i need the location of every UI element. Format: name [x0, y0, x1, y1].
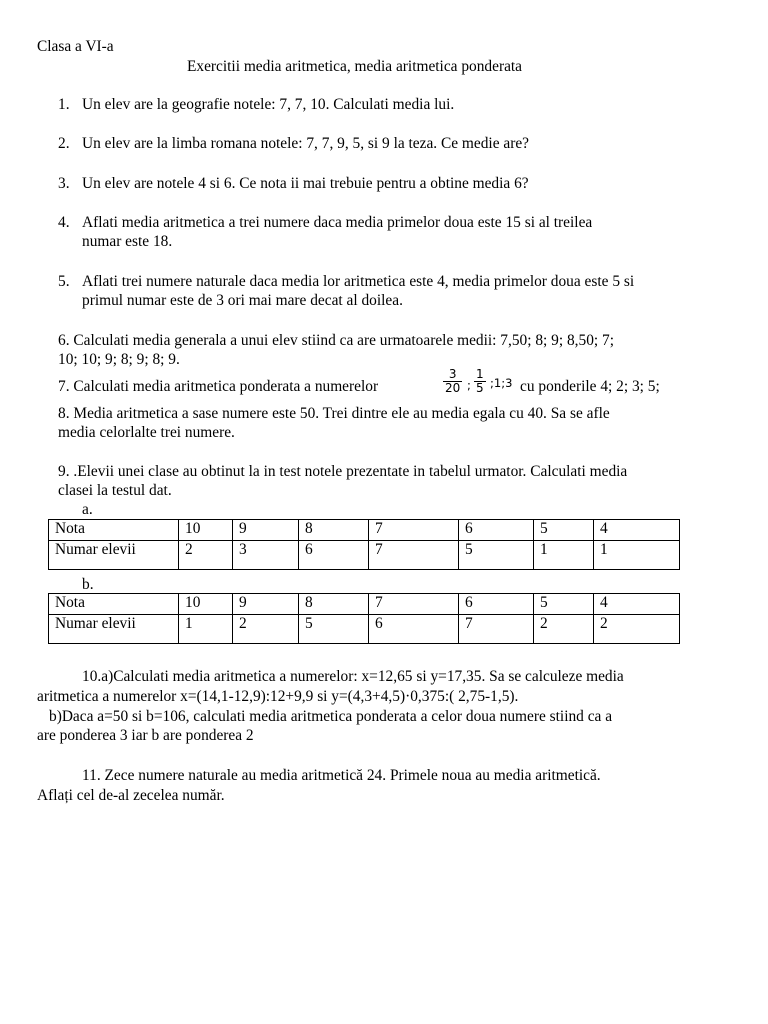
grades-table-b	[48, 593, 680, 644]
exercise-9-line1: 9. .Elevii unei clase au obtinut la in test notele prezentate in tabelul urmator. Calculati media	[58, 463, 628, 480]
table-cell: 2	[179, 541, 233, 570]
table-cell: 5	[534, 594, 594, 615]
exercise-2-text: Un elev are la limba romana notele: 7, 7, 9, 5, si 9 la teza. Ce medie are?	[82, 135, 530, 152]
table-row	[49, 615, 680, 644]
exercise-3-number: 3.	[58, 175, 70, 192]
table-cell: 1	[594, 541, 680, 570]
fraction-numerator: 3	[448, 367, 457, 381]
fraction-1-5	[474, 368, 486, 395]
grades-table-a	[48, 519, 680, 570]
table-cell: 3	[233, 541, 299, 570]
exercise-4-number: 4.	[58, 214, 70, 231]
table-cell: 4	[594, 594, 680, 615]
exercise-7-prefix: 7. Calculati media aritmetica ponderata a numerelor	[58, 378, 379, 395]
table-cell: 6	[459, 520, 534, 541]
fraction-denominator: 20	[445, 381, 461, 395]
table-cell: Nota	[49, 520, 179, 541]
fraction-3-20	[443, 368, 462, 395]
table-cell: 8	[299, 520, 369, 541]
table-cell: 5	[534, 520, 594, 541]
table-cell: 5	[459, 541, 534, 570]
table-cell: 9	[233, 594, 299, 615]
table-cell: 9	[233, 520, 299, 541]
exercise-10-line1: 10.a)Calculati media aritmetica a numerelor: x=12,65 si y=17,35. Sa se calculeze media	[82, 668, 624, 685]
exercise-1-text: Un elev are la geografie notele: 7, 7, 10. Calculati media lui.	[82, 96, 455, 113]
table-cell: 2	[534, 615, 594, 644]
exercise-10-line3: b)Daca a=50 si b=106, calculati media aritmetica ponderata a celor doua numere stiind ca a	[49, 708, 613, 725]
table-cell: 1	[179, 615, 233, 644]
table-cell: 7	[369, 594, 459, 615]
table-cell: 4	[594, 520, 680, 541]
exercise-1-number: 1.	[58, 96, 70, 113]
exercise-4-line1: Aflati media aritmetica a trei numere daca media primelor doua este 15 si al treilea	[82, 214, 593, 231]
exercise-10-line4: are ponderea 3 iar b are ponderea 2	[37, 727, 254, 744]
table-cell: 1	[534, 541, 594, 570]
table-cell: 7	[369, 541, 459, 570]
table-cell: 10	[179, 594, 233, 615]
exercise-3-text: Un elev are notele 4 si 6. Ce nota ii mai trebuie pentru a obtine media 6?	[82, 175, 529, 192]
exercise-6-line1: 6. Calculati media generala a unui elev stiind ca are urmatoarele medii: 7,50; 8; 9; 8,50; 7;	[58, 332, 615, 349]
fraction-separator: ;	[467, 378, 471, 392]
page-title: Exercitii media aritmetica, media aritmetica ponderata	[187, 58, 523, 75]
exercise-7-suffix: cu ponderile 4; 2; 3; 5;	[520, 378, 660, 395]
table-cell: 5	[299, 615, 369, 644]
exercise-7-remaining-numbers: ;1;3	[490, 376, 513, 390]
exercise-8-line2: media celorlalte trei numere.	[58, 424, 235, 441]
exercise-5-number: 5.	[58, 273, 70, 290]
exercise-8-line1: 8. Media aritmetica a sase numere este 50. Trei dintre ele au media egala cu 40. Sa se afle	[58, 405, 610, 422]
part-a-label: a.	[82, 501, 93, 518]
table-cell: Numar elevii	[49, 541, 179, 570]
part-b-label: b.	[82, 576, 94, 593]
table-cell: 6	[369, 615, 459, 644]
table-cell: 6	[299, 541, 369, 570]
table-cell: 7	[369, 520, 459, 541]
table-cell: 6	[459, 594, 534, 615]
fraction-numerator: 1	[476, 367, 484, 381]
exercise-5-line2: primul numar este de 3 ori mai mare decat al doilea.	[82, 292, 403, 309]
table-cell: Numar elevii	[49, 615, 179, 644]
table-cell: 2	[594, 615, 680, 644]
table-cell: 7	[459, 615, 534, 644]
fraction-denominator: 5	[476, 381, 484, 395]
table-row	[49, 541, 680, 570]
table-cell: 2	[233, 615, 299, 644]
table-row	[49, 594, 680, 615]
table-cell: 8	[299, 594, 369, 615]
class-label: Clasa a VI-a	[37, 38, 114, 55]
exercise-4-line2: numar este 18.	[82, 233, 173, 250]
exercise-5-line1: Aflati trei numere naturale daca media lor aritmetica este 4, media primelor doua este 5 si	[82, 273, 635, 290]
table-cell: 10	[179, 520, 233, 541]
exercise-6-line2: 10; 10; 9; 8; 9; 8; 9.	[58, 351, 180, 368]
exercise-10-line2: aritmetica a numerelor x=(14,1-12,9):12+9,9 si y=(4,3+4,5)·0,375:( 2,75-1,5).	[37, 688, 519, 705]
exercise-11-line2: Aflați cel de-al zecelea număr.	[37, 787, 225, 804]
exercise-11-line1: 11. Zece numere naturale au media aritmetică 24. Primele noua au media aritmetică.	[82, 767, 601, 784]
exercise-9-line2: clasei la testul dat.	[58, 482, 172, 499]
exercise-2-number: 2.	[58, 135, 70, 152]
table-row	[49, 520, 680, 541]
table-cell: Nota	[49, 594, 179, 615]
